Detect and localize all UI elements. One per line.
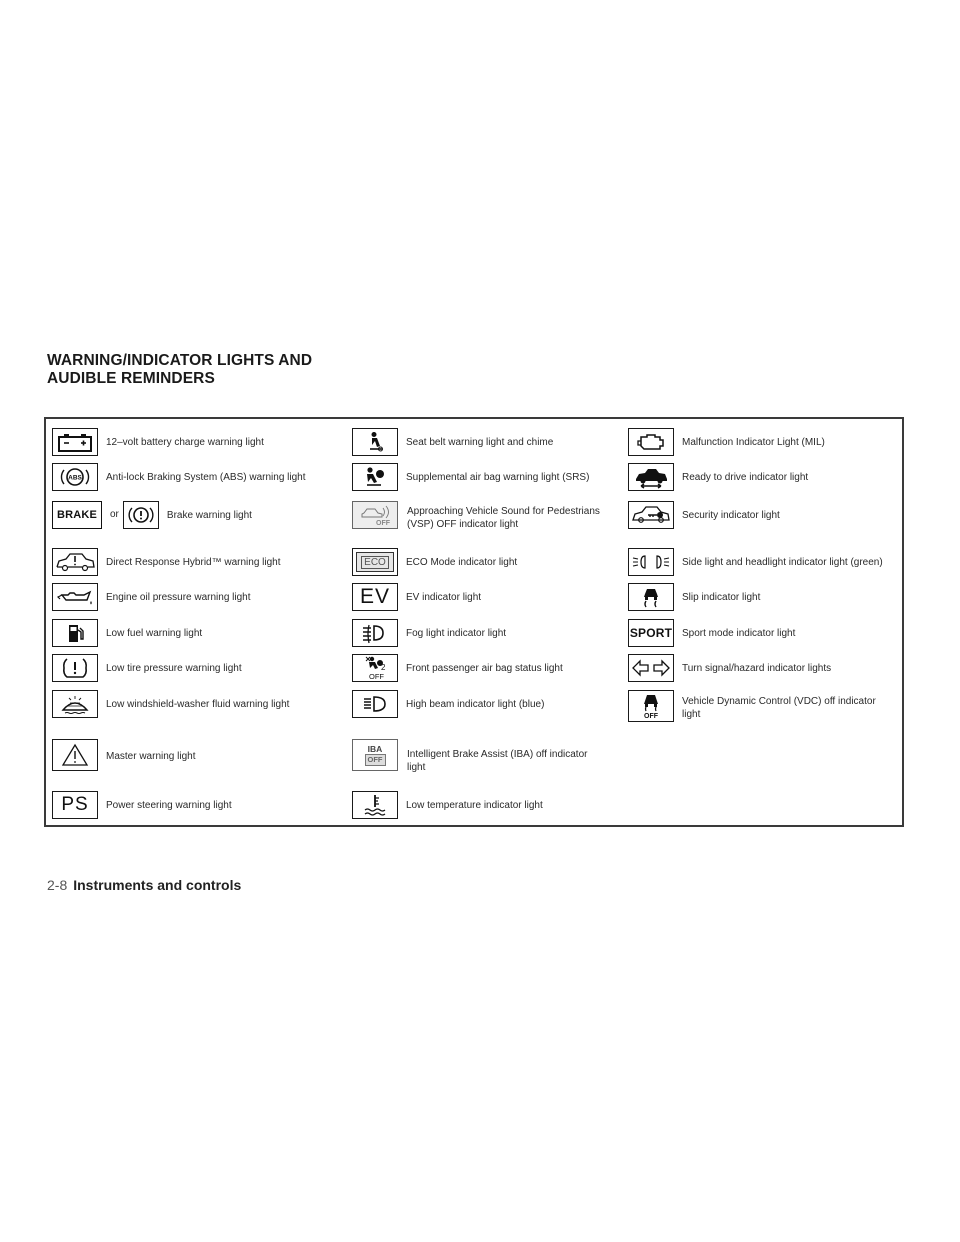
brake-text-icon bbox=[52, 501, 102, 529]
list-item bbox=[352, 739, 588, 773]
slip-icon bbox=[628, 583, 674, 611]
list-item bbox=[628, 463, 808, 493]
list-item bbox=[352, 501, 600, 531]
list-item bbox=[52, 463, 306, 493]
list-item bbox=[352, 548, 517, 578]
heading-line-2: AUDIBLE REMINDERS bbox=[47, 370, 215, 387]
fog-light-icon bbox=[352, 619, 398, 647]
vdc-off-icon bbox=[628, 690, 674, 722]
list-item bbox=[352, 583, 481, 613]
item-label-line-2: light bbox=[407, 762, 426, 773]
side-light-icon bbox=[628, 548, 674, 576]
section-heading bbox=[47, 352, 312, 388]
battery-icon bbox=[52, 428, 98, 456]
item-label: High beam indicator light (blue) bbox=[406, 699, 545, 710]
passenger-off-text: OFF bbox=[369, 672, 384, 681]
sport-text-icon bbox=[628, 619, 674, 647]
list-item bbox=[352, 428, 553, 458]
item-label: Supplemental air bag warning light (SRS) bbox=[406, 472, 590, 483]
item-label: Front passenger air bag status light bbox=[406, 663, 563, 674]
item-label-line-2: (VSP) OFF indicator light bbox=[407, 519, 519, 530]
item-label: Malfunction Indicator Light (MIL) bbox=[682, 437, 825, 448]
high-beam-icon bbox=[352, 690, 398, 718]
item-label: Seat belt warning light and chime bbox=[406, 437, 554, 448]
list-item bbox=[52, 583, 251, 613]
item-label-line-1: Intelligent Brake Assist (IBA) off indicator bbox=[407, 749, 588, 760]
item-label: Security indicator light bbox=[682, 510, 780, 521]
list-item bbox=[52, 791, 232, 821]
item-label: 12–volt battery charge warning light bbox=[106, 437, 264, 448]
item-label: EV indicator light bbox=[406, 592, 482, 603]
section-title: Instruments and controls bbox=[73, 877, 242, 893]
washer-fluid-icon bbox=[52, 690, 98, 718]
item-label: Low temperature indicator light bbox=[406, 800, 543, 811]
item-label: Low fuel warning light bbox=[106, 628, 203, 639]
svg-text:2: 2 bbox=[381, 663, 386, 672]
item-label: Low tire pressure warning light bbox=[106, 663, 242, 674]
item-label-line-2: light bbox=[682, 709, 701, 720]
ev-text: EV bbox=[359, 585, 390, 608]
abs-icon bbox=[52, 463, 98, 491]
ready-car-icon bbox=[628, 463, 674, 491]
item-label bbox=[682, 690, 876, 721]
iba-text: IBA bbox=[367, 744, 383, 754]
oil-can-icon bbox=[52, 583, 98, 611]
vsp-off-text: OFF bbox=[376, 520, 390, 527]
list-item bbox=[52, 548, 281, 578]
svg-text:ABS: ABS bbox=[68, 474, 82, 482]
eco-text: ECO bbox=[361, 556, 389, 569]
or-text: or bbox=[110, 509, 119, 520]
item-label bbox=[407, 501, 600, 531]
ev-text-icon bbox=[352, 583, 398, 611]
item-label: Engine oil pressure warning light bbox=[106, 592, 251, 603]
list-item bbox=[628, 428, 825, 458]
list-item bbox=[352, 619, 506, 649]
passenger-airbag-icon bbox=[352, 654, 398, 682]
list-item bbox=[628, 548, 883, 578]
eco-mode-icon bbox=[352, 548, 398, 576]
tire-pressure-icon bbox=[52, 654, 98, 682]
brake-circle-icon bbox=[123, 501, 159, 529]
heading-line-1: WARNING/INDICATOR LIGHTS AND bbox=[47, 352, 313, 369]
list-item bbox=[352, 463, 589, 493]
list-item bbox=[628, 654, 831, 684]
iba-off-icon bbox=[352, 739, 398, 771]
page-footer bbox=[47, 877, 241, 893]
item-label-line-1: Vehicle Dynamic Control (VDC) off indicator bbox=[682, 696, 876, 707]
list-item bbox=[628, 501, 780, 531]
security-car-icon bbox=[628, 501, 674, 529]
list-item bbox=[628, 583, 760, 613]
seat-belt-icon bbox=[352, 428, 398, 456]
list-item bbox=[352, 690, 544, 720]
item-label: Sport mode indicator light bbox=[682, 628, 796, 639]
turn-signal-icon bbox=[628, 654, 674, 682]
item-label: ECO Mode indicator light bbox=[406, 557, 518, 568]
hybrid-car-warning-icon bbox=[52, 548, 98, 576]
list-item bbox=[628, 690, 876, 720]
item-label: Master warning light bbox=[106, 751, 196, 762]
fuel-pump-icon bbox=[52, 619, 98, 647]
iba-off-text: OFF bbox=[365, 754, 386, 766]
list-item bbox=[352, 654, 563, 684]
warning-lights-table bbox=[44, 417, 904, 827]
item-label: Brake warning light bbox=[166, 510, 252, 521]
ps-text-icon bbox=[52, 791, 98, 819]
list-item bbox=[352, 791, 543, 821]
item-label: Fog light indicator light bbox=[406, 628, 507, 639]
page-number: 2-8 bbox=[47, 877, 68, 893]
list-item bbox=[52, 501, 252, 531]
sport-text: SPORT bbox=[629, 626, 673, 640]
item-label-line-1: Approaching Vehicle Sound for Pedestrians bbox=[407, 506, 600, 517]
item-label: Side light and headlight indicator light (green) bbox=[682, 557, 883, 568]
item-label: Ready to drive indicator light bbox=[682, 472, 809, 483]
item-label: Anti-lock Braking System (ABS) warning light bbox=[106, 472, 306, 483]
item-label: Low windshield-washer fluid warning light bbox=[106, 699, 290, 710]
item-label: Slip indicator light bbox=[682, 592, 761, 603]
low-temp-icon bbox=[352, 791, 398, 819]
master-warning-icon bbox=[52, 739, 98, 771]
list-item bbox=[52, 690, 289, 720]
item-label: Turn signal/hazard indicator lights bbox=[682, 663, 832, 674]
ps-text: PS bbox=[61, 794, 89, 815]
item-label: Direct Response Hybrid™ warning light bbox=[106, 557, 281, 568]
airbag-icon bbox=[352, 463, 398, 491]
list-item bbox=[52, 619, 202, 649]
item-label bbox=[407, 739, 587, 774]
vsp-off-icon bbox=[352, 501, 398, 529]
item-label: Power steering warning light bbox=[106, 800, 232, 811]
list-item bbox=[52, 428, 264, 458]
list-item bbox=[52, 654, 242, 684]
engine-icon bbox=[628, 428, 674, 456]
vdc-off-text: OFF bbox=[644, 713, 658, 720]
list-item bbox=[628, 619, 795, 649]
brake-text: BRAKE bbox=[56, 509, 98, 521]
list-item bbox=[52, 739, 195, 769]
